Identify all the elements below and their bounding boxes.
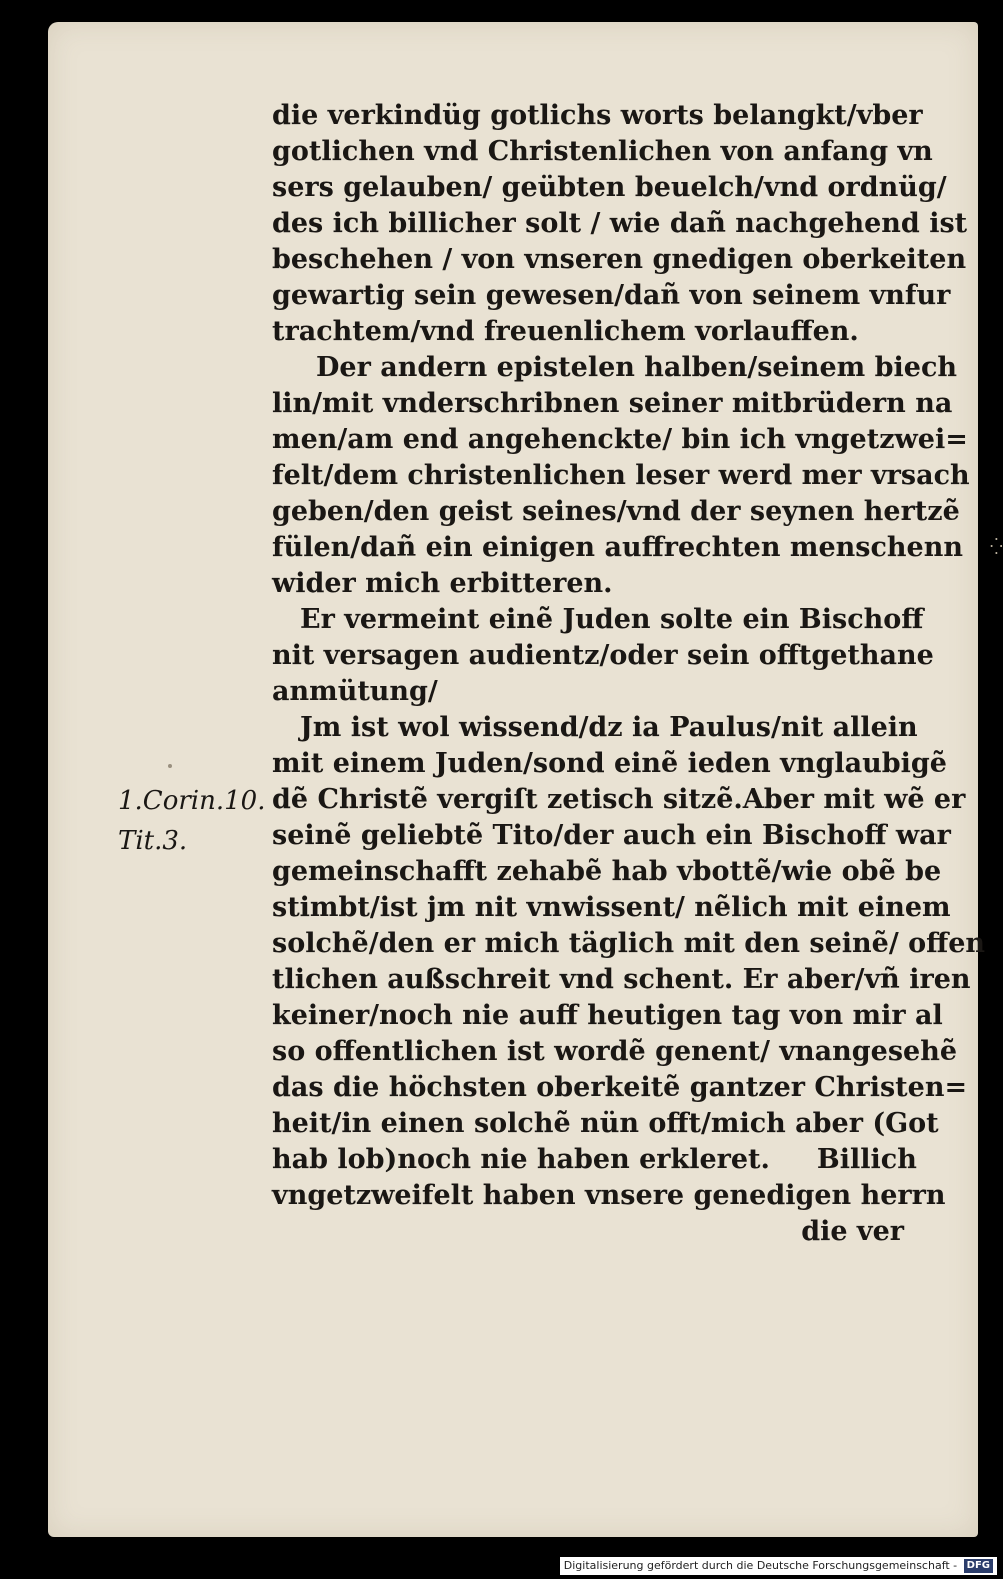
text-line: keiner/noch nie auff heutigen tag von mir al	[272, 1000, 943, 1031]
catchword: die ver	[801, 1216, 904, 1247]
text-line: wider mich erbitteren.	[272, 568, 613, 599]
text-line: trachtem/vnd freuenlichem vorlauffen.	[272, 316, 859, 347]
text-line: hab lob)noch nie haben erkleret. Billich	[272, 1144, 917, 1175]
text-line: so offentlichen ist wordẽ genent/ vnangesehẽ	[272, 1036, 958, 1067]
text-line: beschehen / von vnseren gnedigen oberkeiten	[272, 244, 967, 275]
text-line: dẽ Christẽ vergiſt zetisch sitzẽ.Aber mit wẽ er	[272, 784, 966, 815]
text-line: gotlichen vnd Christenlichen von anfang vn	[272, 136, 933, 167]
digitization-credit	[560, 1557, 997, 1575]
text-line: gewartig sein gewesen/dañ von seinem vnfur	[272, 280, 951, 311]
text-line: geben/den geist seines/vnd der seynen hertzẽ	[272, 496, 960, 527]
text-line: sers gelauben/ geübten beuelch/vnd ordnüg/	[272, 172, 947, 203]
text-line: men/am end angehenckte/ bin ich vngetzwei=	[272, 424, 968, 455]
dfg-logo: DFG	[964, 1559, 993, 1573]
text-line: nit versagen audientz/oder sein offtgethane	[272, 640, 934, 671]
text-line: mit einem Juden/sond einẽ ieden vnglaubigẽ	[272, 748, 947, 779]
marginal-note-titus: Tit.3.	[118, 826, 188, 856]
text-line: Er vermeint einẽ Juden solte ein Bischoff	[300, 604, 924, 635]
paper-speck	[168, 764, 172, 768]
credit-text: Digitalisierung gefördert durch die Deutsche Forschungsgemeinschaft -	[563, 1559, 958, 1572]
text-line: seinẽ geliebtẽ Tito/der auch ein Bischoff war	[272, 820, 951, 851]
text-line: fülen/dañ ein einigen auffrechten menschenn	[272, 532, 963, 563]
text-line: felt/dem christenlichen leser werd mer vrsach	[272, 460, 970, 491]
text-line: solchẽ/den er mich täglich mit den seinẽ/ offen	[272, 928, 986, 959]
text-line: stimbt/ist jm nit vnwissent/ nẽlich mit einem	[272, 892, 951, 923]
text-line: Der andern epistelen halben/seinem biech	[316, 352, 958, 383]
text-line: lin/mit vnderschribnen seiner mitbrüdern na	[272, 388, 953, 419]
marginal-note-corinthians: 1.Corin.10.	[118, 786, 266, 816]
text-line: das die höchsten oberkeitẽ gantzer Christen=	[272, 1072, 968, 1103]
text-line: Jm ist wol wissend/dz ia Paulus/nit allein	[300, 712, 918, 743]
body-text	[272, 98, 986, 1250]
text-line: anmütung/	[272, 676, 438, 707]
page-edge-mark: ⁛	[990, 537, 1003, 556]
text-line: heit/in einen solchẽ nün offt/mich aber (Got	[272, 1108, 939, 1139]
text-line: gemeinschafft zehabẽ hab vbottẽ/wie obẽ be	[272, 856, 942, 887]
text-line: des ich billicher solt / wie dañ nachgehend ist	[272, 208, 968, 239]
text-line: vngetzweifelt haben vnsere genedigen herrn	[272, 1180, 946, 1211]
text-line: die verkindüg gotlichs worts belangkt/vber	[272, 100, 923, 131]
text-line: tlichen außschreit vnd schent. Er aber/vñ iren	[272, 964, 971, 995]
